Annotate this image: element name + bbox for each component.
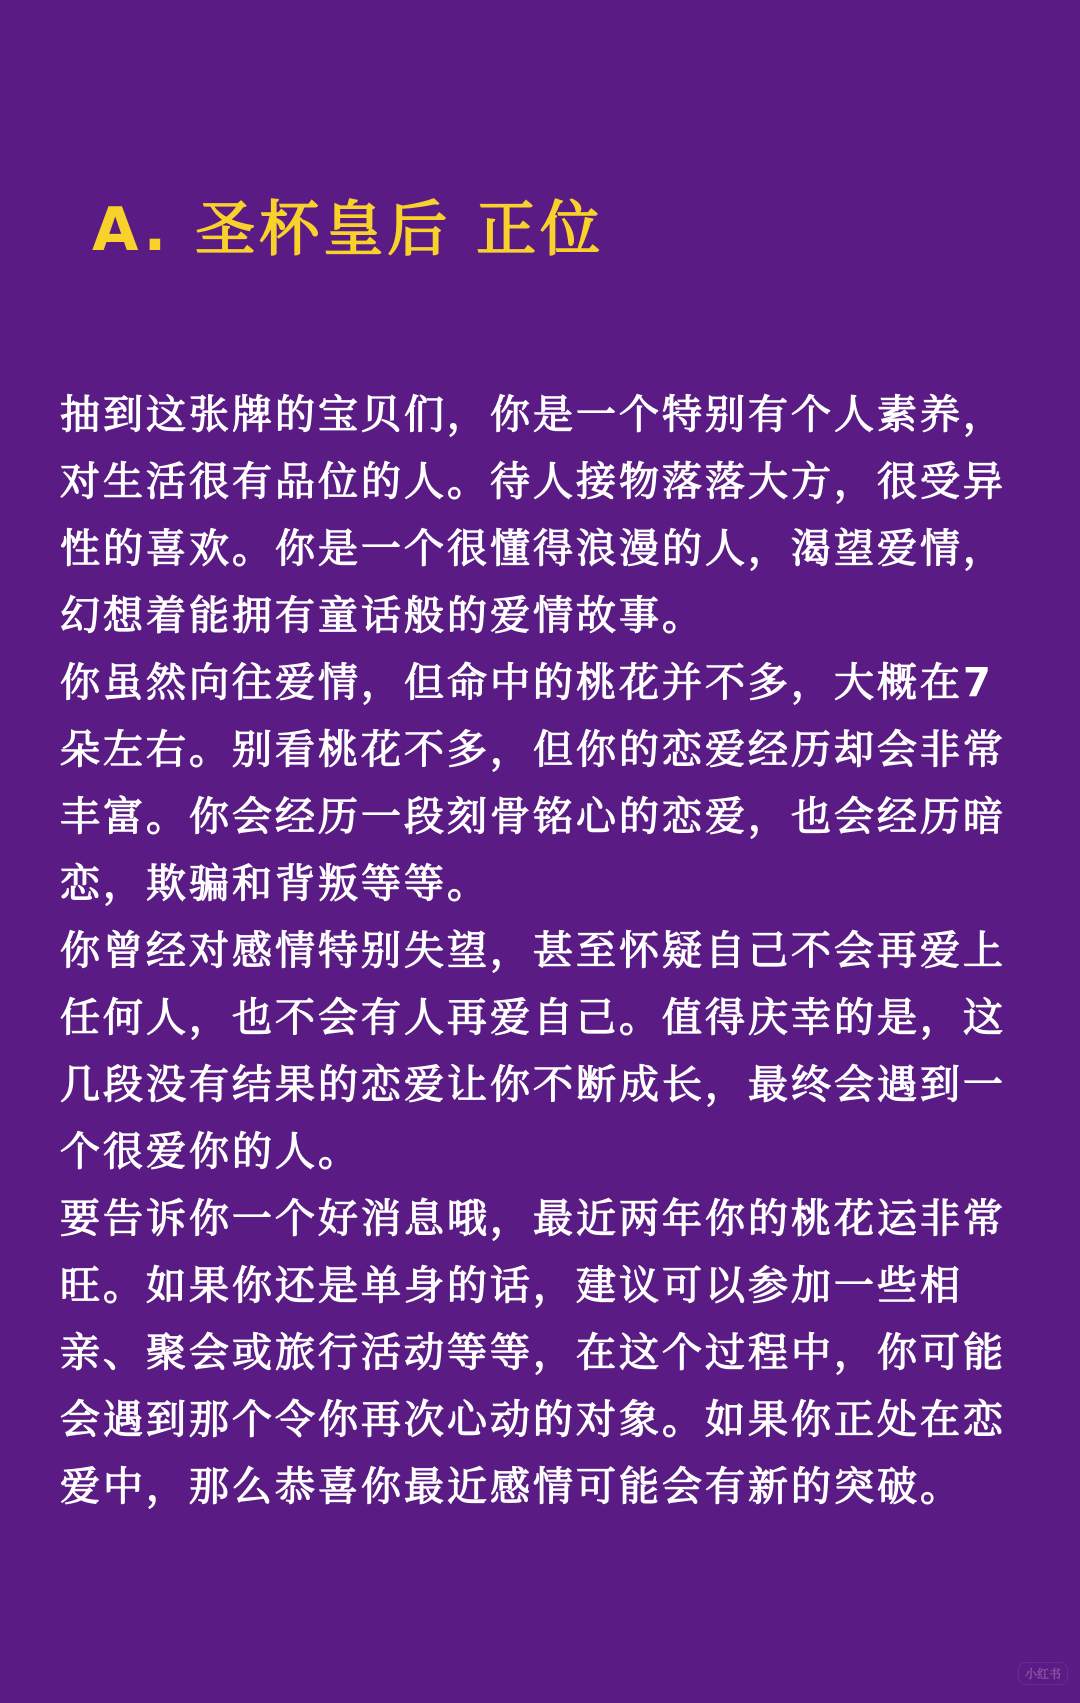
- text-line: 任何人，也不会有人再爱自己。值得庆幸的是，这: [60, 995, 1006, 1041]
- text-line: 对生活很有品位的人。待人接物落落大方，很受异: [60, 459, 1006, 505]
- text-line: 丰富。你会经历一段刻骨铭心的恋爱，也会经历暗: [60, 794, 1006, 840]
- reading-text: [60, 382, 1040, 1521]
- text-line: 抽到这张牌的宝贝们，你是一个特别有个人素养，: [60, 392, 1006, 438]
- text-line: 朵左右。别看桃花不多，但你的恋爱经历却会非常: [60, 727, 1006, 773]
- text-line: 几段没有结果的恋爱让你不断成长，最终会遇到一: [60, 1062, 1006, 1108]
- text-line: 个很爱你的人。: [60, 1129, 361, 1175]
- text-line: 性的喜欢。你是一个很懂得浪漫的人，渴望爱情，: [60, 526, 1006, 572]
- text-line: 亲、聚会或旅行活动等等，在这个过程中，你可能: [60, 1330, 1006, 1376]
- text-line: 恋，欺骗和背叛等等。: [60, 861, 490, 907]
- text-line: 幻想着能拥有童话般的爱情故事。: [60, 593, 705, 639]
- text-line: 你虽然向往爱情，但命中的桃花并不多，大概在7: [60, 660, 994, 706]
- text-line: 你曾经对感情特别失望，甚至怀疑自己不会再爱上: [60, 928, 1006, 974]
- text-line: 要告诉你一个好消息哦，最近两年你的桃花运非常: [60, 1196, 1006, 1242]
- watermark: 小红书: [1018, 1662, 1068, 1685]
- text-line: 会遇到那个令你再次心动的对象。如果你正处在恋: [60, 1397, 1006, 1443]
- card-title: A. 圣杯皇后 正位: [92, 195, 605, 265]
- text-line: 旺。如果你还是单身的话，建议可以参加一些相: [60, 1263, 963, 1309]
- text-line: 爱中，那么恭喜你最近感情可能会有新的突破。: [60, 1464, 963, 1510]
